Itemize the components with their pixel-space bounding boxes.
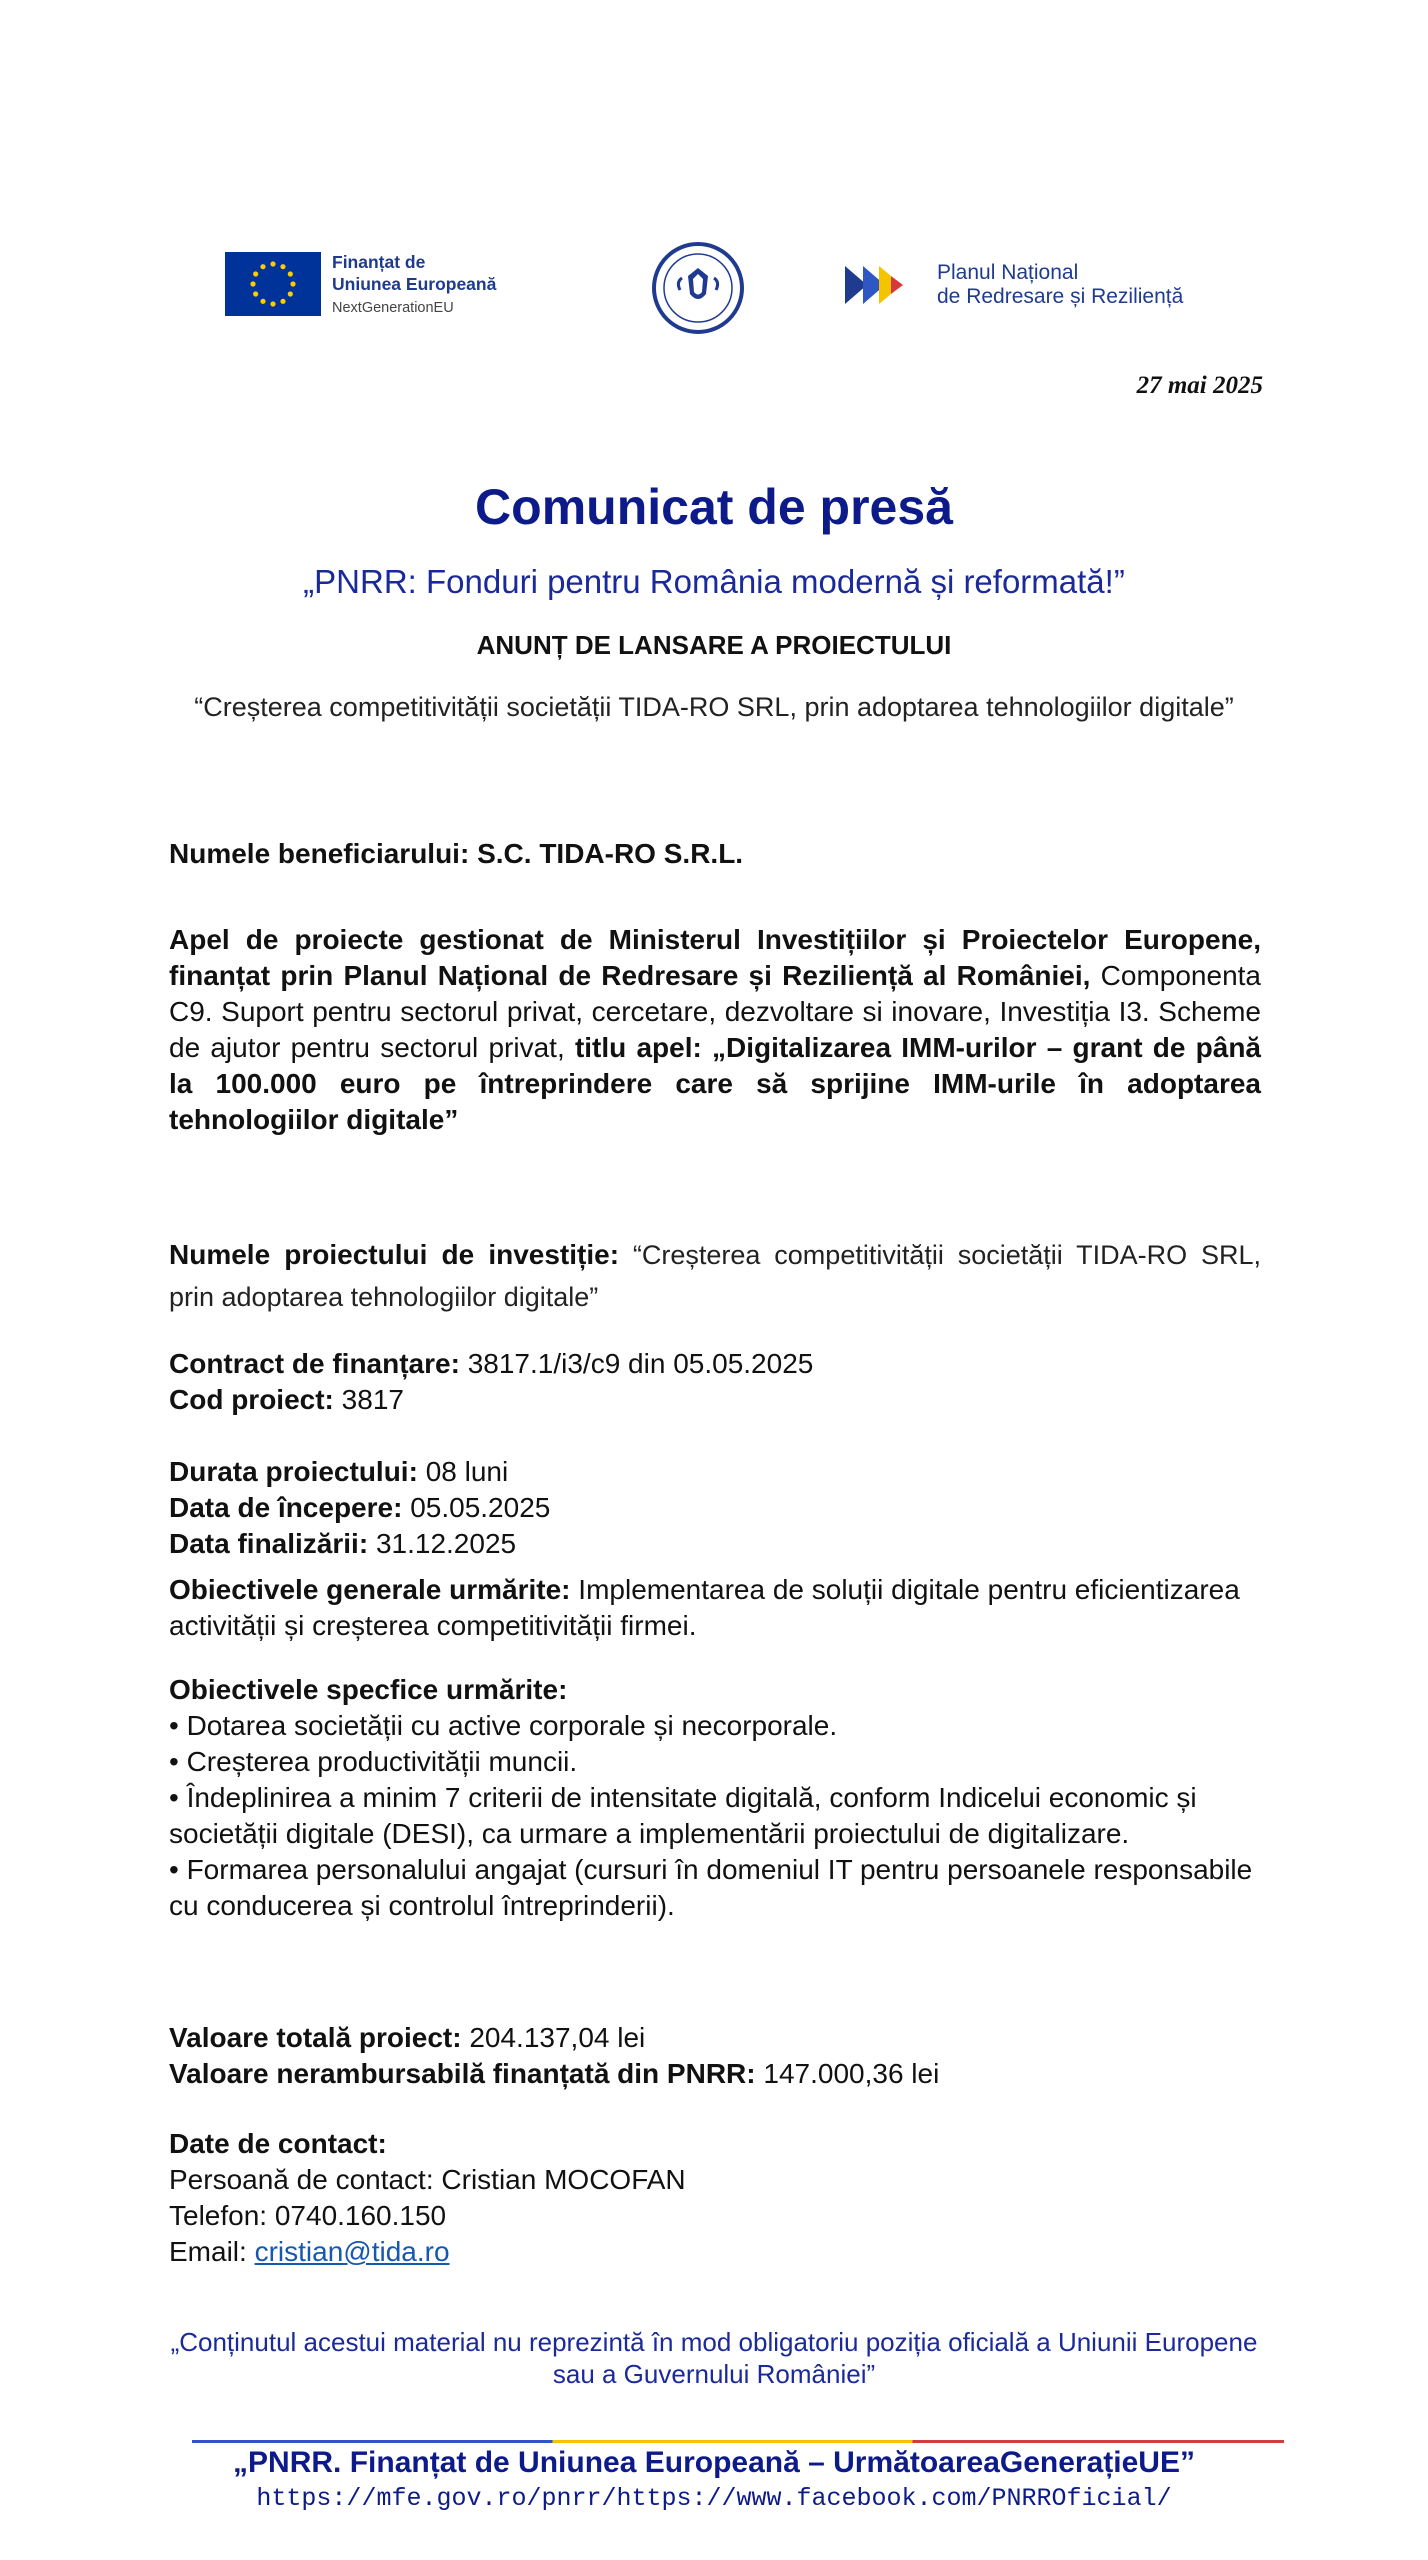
call-paragraph <box>169 922 1261 1138</box>
general-objectives <box>169 1572 1261 1644</box>
eu-stars-icon <box>225 252 321 316</box>
eu-flag-icon <box>225 252 321 316</box>
footer-divider <box>192 2440 1284 2443</box>
contact-email-line <box>169 2234 1261 2270</box>
contract-line <box>169 1346 1261 1382</box>
contact-person: Persoană de contact: Cristian MOCOFAN <box>169 2164 686 2195</box>
eu-star <box>253 291 258 296</box>
footer-links[interactable]: https://mfe.gov.ro/pnrr/https://www.facebook.com/PNRROficial/ <box>256 2484 1172 2513</box>
eu-star <box>270 301 275 306</box>
footer-slogan: „PNRR. Finanțat de Uniunea Europeană – UrmătoareaGenerațieUE” <box>233 2446 1195 2479</box>
announcement-heading: ANUNȚ DE LANSARE A PROIECTULUI <box>476 630 952 660</box>
eu-star <box>270 261 275 266</box>
code-label: Cod proiect: <box>169 1384 334 1415</box>
end-date-label: Data finalizării: <box>169 1528 369 1559</box>
end-date-value: 31.12.2025 <box>368 1528 517 1559</box>
pnrr-label <box>937 261 1183 309</box>
objective-item: • Creșterea productivității muncii. <box>169 1746 578 1777</box>
call-intro: Apel de proiecte gestionat de Ministerul Investițiilor și Proiectelor Europene, finanțat prin Planul Național de Redresare și Reziliență al României, <box>169 924 1261 991</box>
total-value: 204.137,04 lei <box>461 2022 646 2053</box>
pnrr-line-2: de Redresare și Reziliență <box>937 285 1184 308</box>
eu-star <box>288 291 293 296</box>
eu-star <box>260 299 265 304</box>
specific-objectives <box>169 1672 1261 1924</box>
duration-value: 08 luni <box>417 1456 509 1487</box>
general-objectives-label: Obiectivele generale urmărite: <box>169 1574 571 1605</box>
specific-objectives-label: Obiectivele specfice urmărite: <box>169 1674 568 1705</box>
start-date-line <box>169 1490 1261 1526</box>
eu-star <box>280 264 285 269</box>
call-text: Componenta C9. Suport pentru sectorul privat, cercetare, dezvoltare si inovare, Investiția I3. Scheme de ajutor pentru sectorul privat, <box>169 960 1262 1063</box>
eu-star <box>250 281 255 286</box>
contact-label: Date de contact: <box>169 2128 387 2159</box>
contract-block <box>169 1346 1261 1418</box>
start-date-label: Data de începere: <box>169 1492 403 1523</box>
beneficiary-value: S.C. TIDA-RO S.R.L. <box>477 838 744 869</box>
eu-star <box>288 271 293 276</box>
eu-star <box>280 299 285 304</box>
eu-star <box>253 271 258 276</box>
beneficiary-line <box>169 836 1261 872</box>
contact-email-label: Email: <box>169 2236 255 2267</box>
contract-label: Contract de finanțare: <box>169 1348 460 1379</box>
project-title: “Creșterea competitivității societății TIDA-RO SRL, prin adoptarea tehnologiilor digitale” <box>194 692 1234 722</box>
pnrr-logo-icon <box>845 260 909 310</box>
general-objectives-value: Implementarea de soluții digitale pentru eficientizarea activității și creșterea competitivității firmei. <box>169 1574 1240 1641</box>
call-title: „Digitalizarea IMM-urilor – grant de până la 100.000 euro pe întreprindere care să sprijine IMM-urile în adoptarea tehnologiilor digitale” <box>169 1032 1261 1135</box>
grant-value-line <box>169 2056 1261 2092</box>
objective-item: • Îndeplinirea a minim 7 criterii de intensitate digitală, conform Indicelui economic și societății digitale (DESI), ca urmare a implementării proiectului de digitalizare. <box>169 1782 1197 1849</box>
contact-email-link[interactable]: cristian@tida.ro <box>254 2236 450 2267</box>
duration-line <box>169 1454 1261 1490</box>
government-seal-icon <box>652 242 744 334</box>
objective-item: • Formarea personalului angajat (cursuri în domeniul IT pentru persoanele responsabile cu conducerea și controlul întreprinderii). <box>169 1854 1253 1921</box>
contact-phone: Telefon: 0740.160.150 <box>169 2200 447 2231</box>
disclaimer: „Conținutul acestui material nu reprezintă în mod obligatoriu poziția oficială a Uniunii Europene sau a Guvernului României” <box>170 2327 1258 2389</box>
eu-funding-label <box>332 251 496 295</box>
objective-item: • Dotarea societății cu active corporale și necorporale. <box>169 1710 838 1741</box>
beneficiary-label: Numele beneficiarului: <box>169 838 470 869</box>
project-name-label: Numele proiectului de investiție: <box>169 1239 620 1270</box>
call-title-label: titlu apel: <box>574 1032 702 1063</box>
grant-value: 147.000,36 lei <box>755 2058 940 2089</box>
duration-label: Durata proiectului: <box>169 1456 418 1487</box>
eu-line-1: Finanțat de <box>332 252 426 272</box>
eu-line-2: Uniunea Europeană <box>332 274 497 294</box>
grant-value-label: Valoare nerambursabilă finanțată din PNRR: <box>169 2058 756 2089</box>
schedule-block <box>169 1454 1261 1644</box>
total-value-label: Valoare totală proiect: <box>169 2022 462 2053</box>
project-name-line <box>169 1234 1261 1318</box>
values-block <box>169 2020 1261 2092</box>
pnrr-line-1: Planul Național <box>937 261 1079 284</box>
page-subtitle: „PNRR: Fonduri pentru România modernă și reformată!” <box>303 563 1125 600</box>
code-line <box>169 1382 1261 1418</box>
publication-date: 27 mai 2025 <box>1136 372 1263 399</box>
page-title: Comunicat de presă <box>475 479 953 535</box>
code-value: 3817 <box>333 1384 404 1415</box>
start-date-value: 05.05.2025 <box>402 1492 551 1523</box>
eu-star <box>260 264 265 269</box>
end-date-line <box>169 1526 1261 1562</box>
contract-value: 3817.1/i3/c9 din 05.05.2025 <box>459 1348 814 1379</box>
contact-block <box>169 2126 1261 2270</box>
total-value-line <box>169 2020 1261 2056</box>
eu-nextgen-label: NextGenerationEU <box>332 300 454 316</box>
eu-star <box>290 281 295 286</box>
project-name-value: “Creșterea competitivității societății TIDA-RO SRL, prin adoptarea tehnologiilor digitale” <box>169 1240 1261 1312</box>
